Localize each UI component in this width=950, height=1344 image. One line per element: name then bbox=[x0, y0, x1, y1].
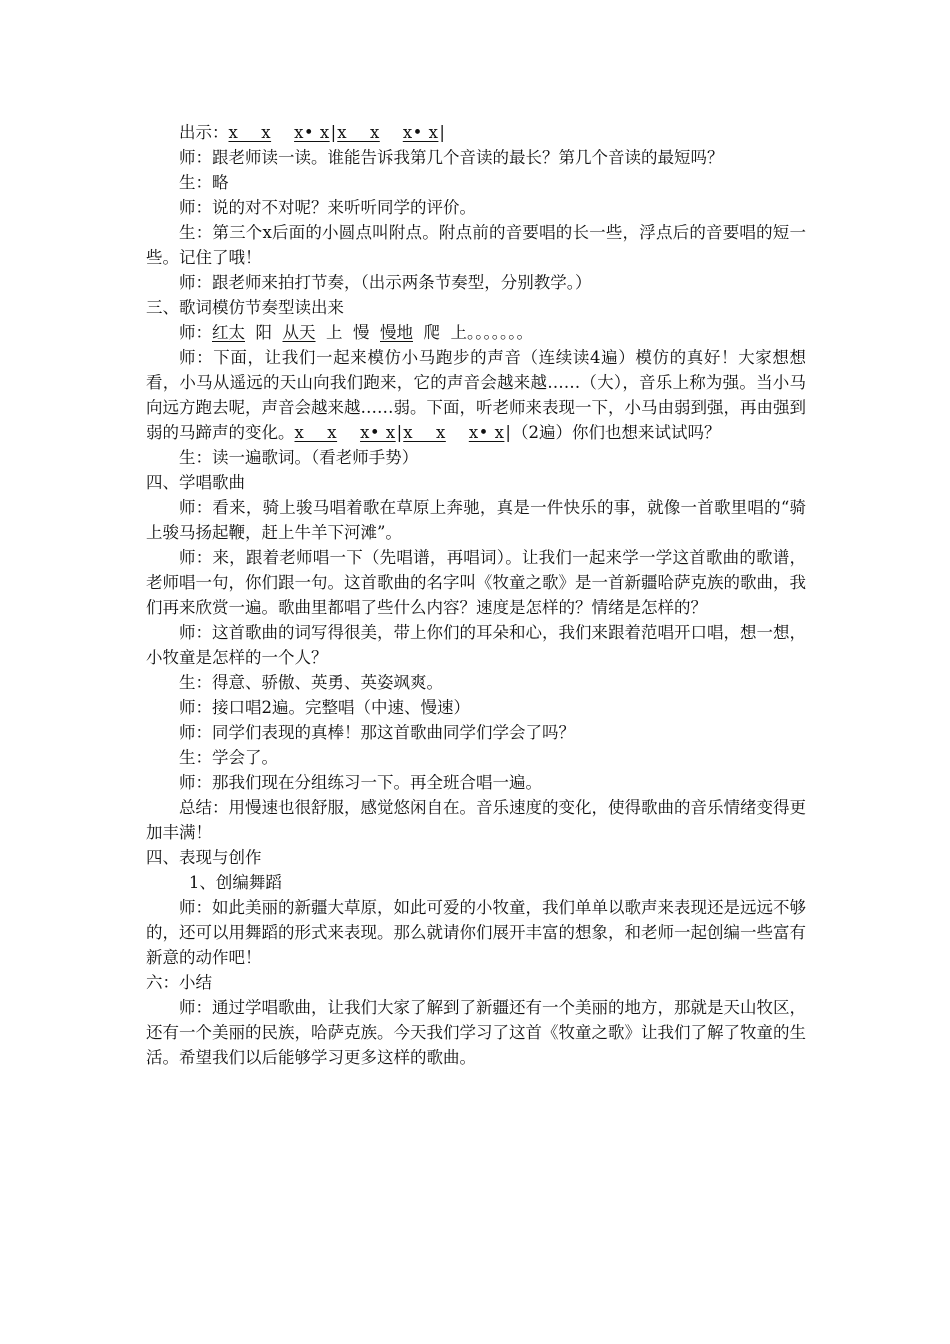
paragraph: 师：说的对不对呢？来听听同学的评价。 bbox=[179, 198, 476, 217]
paragraph: 生：读一遍歌词。（看老师手势） bbox=[179, 448, 419, 467]
bar-line: | bbox=[439, 123, 445, 142]
paragraph: 师：同学们表现的真棒！那这首歌曲同学们学会了吗？ bbox=[179, 723, 575, 742]
paragraph: 生：第三个x后面的小圆点叫附点。附点前的音要唱的长一些，浮点后的音要唱的短一些。记住了哦！ bbox=[146, 223, 806, 267]
document-page bbox=[146, 120, 806, 1070]
paragraph bbox=[146, 345, 806, 445]
sub-heading: 1、创编舞蹈 bbox=[188, 873, 282, 892]
lyric-word: 上 bbox=[326, 323, 343, 342]
paragraph-text: （2遍）你们也想来试试吗？ bbox=[511, 423, 721, 442]
paragraph: 师：如此美丽的新疆大草原，如此可爱的小牧童，我们单单以歌声来表现还是远远不够的，还可以用舞蹈的形式来表现。那么就请你们展开丰富的想象，和老师一起创编一些富有新意的动作吧！ bbox=[146, 898, 806, 967]
paragraph: 总结：用慢速也很舒服，感觉悠闲自在。音乐速度的变化，使得歌曲的音乐情绪变得更加丰满！ bbox=[146, 798, 806, 842]
rhythm-note-2: x• x bbox=[360, 423, 396, 442]
lyric-word: 慢地 bbox=[380, 323, 413, 342]
display-label: 出示： bbox=[179, 123, 229, 142]
rhythm-note-4: x• x bbox=[402, 123, 439, 142]
lyric-rhythm-line bbox=[146, 320, 806, 345]
rhythm-note-1: x x bbox=[228, 123, 272, 142]
lyric-word: 爬 bbox=[423, 323, 440, 342]
paragraph: 生：得意、骄傲、英勇、英姿飒爽。 bbox=[179, 673, 443, 692]
paragraph: 师：接口唱2遍。完整唱（中速、慢速） bbox=[179, 698, 470, 717]
paragraph-text: 师：下面，让我们一起来模仿小马跑步的声音（连续读4遍）模仿的真好！大家想想看，小马从遥远的天山向我们跑来，它的声音会越来越……（大），音乐上称为强。当小马向远方跑去呢，声音会越来越……弱。下面，听老师来表现一下，小马由弱到强，再由强到弱的马蹄声的变化。 bbox=[146, 348, 806, 442]
rhythm-note-3: x x bbox=[403, 423, 446, 442]
paragraph: 师：通过学唱歌曲，让我们大家了解到了新疆还有一个美丽的地方，那就是天山牧区，还有一个美丽的民族，哈萨克族。今天我们学习了这首《牧童之歌》让我们了解了牧童的生活。希望我们以后能够学习更多这样的歌曲。 bbox=[146, 998, 806, 1067]
paragraph: 师：看来，骑上骏马唱着歌在草原上奔驰，真是一件快乐的事，就像一首歌里唱的“骑上骏马扬起鞭，赶上牛羊下河滩”。 bbox=[146, 498, 806, 542]
rhythm-note-4: x• x bbox=[468, 423, 505, 442]
paragraph: 生：略 bbox=[179, 173, 229, 192]
rhythm-note-2: x• x bbox=[294, 123, 330, 142]
bar-line: | bbox=[396, 423, 403, 442]
rhythm-display-line bbox=[146, 120, 806, 145]
lyric-word: 红太 bbox=[212, 323, 245, 342]
paragraph: 师：这首歌曲的词写得很美，带上你们的耳朵和心，我们来跟着范唱开口唱，想一想，小牧童是怎样的一个人？ bbox=[146, 623, 806, 667]
lyric-word: 上。。。。。。。 bbox=[450, 323, 533, 342]
rhythm-note-3: x x bbox=[337, 123, 380, 142]
paragraph: 师：那我们现在分组练习一下。再全班合唱一遍。 bbox=[179, 773, 542, 792]
section-heading: 六：小结 bbox=[146, 973, 212, 992]
paragraph: 师：来，跟着老师唱一下（先唱谱，再唱词）。让我们一起来学一学这首歌曲的歌谱，老师唱一句，你们跟一句。这首歌曲的名字叫《牧童之歌》是一首新疆哈萨克族的歌曲，我们再来欣赏一遍。歌曲里都唱了些什么内容？速度是怎样的？情绪是怎样的？ bbox=[146, 548, 806, 617]
paragraph: 师：跟老师来拍打节奏，（出示两条节奏型，分别教学。） bbox=[179, 273, 592, 292]
lyric-word: 慢 bbox=[353, 323, 370, 342]
section-heading: 四、学唱歌曲 bbox=[146, 473, 245, 492]
lyric-word: 从天 bbox=[282, 323, 316, 342]
paragraph: 师：跟老师读一读。谁能告诉我第几个音读的最长？第几个音读的最短吗？ bbox=[179, 148, 724, 167]
paragraph: 生：学会了。 bbox=[179, 748, 278, 767]
section-heading: 四、表现与创作 bbox=[146, 848, 262, 867]
speaker-label: 师： bbox=[179, 323, 212, 342]
bar-line: | bbox=[330, 123, 337, 142]
rhythm-note-1: x x bbox=[294, 423, 338, 442]
bar-line: | bbox=[505, 423, 511, 442]
section-heading: 三、歌词模仿节奏型读出来 bbox=[146, 298, 344, 317]
lyric-word: 阳 bbox=[255, 323, 272, 342]
